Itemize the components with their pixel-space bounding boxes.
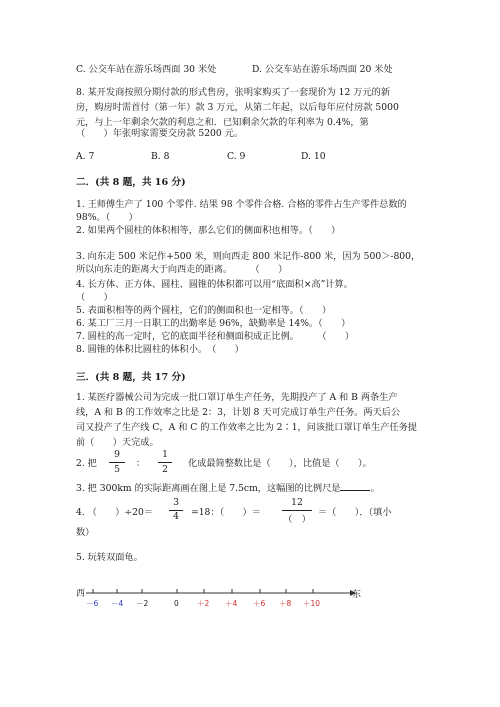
s3-q1-line3: 司又投产了生产线 C，A 和 C 的工作效率之比为 2∶1，问该批口罩订单生产任务提 [76, 422, 417, 433]
tick-label-pos4: ＋4 [225, 599, 238, 608]
s3-q4-part-b: =18：（ ）＝ [191, 507, 261, 518]
q8-line2: 房，购房时需首付（第一年）款 3 万元，从第二年起，以后每年应付房款 5000 [76, 102, 399, 113]
section2-title: 二．(共 8 题，共 16 分) [76, 177, 186, 188]
option-c: C. 公交车站在游乐场西面 30 米处 [76, 64, 217, 75]
q4-frac1-numerator: 3 [173, 497, 179, 508]
q8-line4: （ ）年张明家需要交房款 5200 元。 [76, 128, 244, 139]
s3-q1-line4: 前（ ）天完成。 [76, 437, 159, 448]
s3-q2-colon: ： [136, 458, 146, 469]
option-d: D. 公交车站在游乐场西面 20 米处 [252, 64, 393, 75]
q8-option-a: A. 7 [76, 151, 95, 162]
number-line-ticks [93, 589, 313, 593]
s2-q2: 2. 如果两个圆柱的体积相等，那么它们的侧面积也相等。（ ） [76, 225, 341, 236]
s3-q4-part-c: ＝（ ）．（填小 [318, 507, 392, 518]
s3-q3-text: 3. 把 300km 的实际距离画在图上是 7.5cm，这幅图的比例尺是 [76, 483, 341, 494]
s3-q1-line1: 1. 某医疗器械公司为完成一批口罩订单生产任务，先期投产了 A 和 B 两条生产 [76, 392, 398, 403]
q8-line3: 元，与上一年剩余欠款的利息之和．已知剩余欠款的年利率为 0.4%，第 [76, 117, 369, 128]
s2-q4-line2: （ ） [76, 292, 113, 303]
west-label: 西 [76, 589, 86, 599]
q2-frac1-denominator: 5 [114, 464, 120, 475]
s3-q2-suffix: 化成最简整数比是（ ），比值是（ ）。 [188, 458, 372, 469]
q8-line1: 8. 某开发商按照分期付款的形式售房，张明家购买了一套现价为 12 万元的新 [76, 87, 391, 98]
s2-q5: 5. 表面积相等的两个圆柱，它们的侧面积也一定相等。（ ） [76, 305, 332, 316]
q4-frac2-denominator: （ ） [283, 514, 311, 525]
s2-q1-line2: 98%。（ ） [76, 212, 138, 223]
s3-q1-line2: 线，A 和 B 的工作效率之比是 2：3，计划 8 天可完成订单生产任务。两天后公 [76, 407, 401, 418]
east-label: 东 [352, 590, 362, 600]
section3-title: 三．(共 8 题，共 17 分) [76, 372, 186, 383]
tick-label-pos2: ＋2 [197, 599, 210, 608]
s2-q6: 6. 某工厂三月一日职工的出勤率是 96%，缺勤率是 14%。（ ） [76, 318, 351, 329]
q4-frac2-numerator: 12 [291, 497, 303, 508]
tick-label-zero: 0 [174, 599, 179, 608]
q8-option-c: C. 9 [227, 151, 246, 162]
q2-frac2-denominator: 2 [162, 464, 168, 475]
tick-label-pos8: ＋8 [279, 599, 292, 608]
q4-frac1-denominator: 4 [173, 511, 179, 522]
s2-q3-line1: 3. 向东走 500 米记作+500 米，则向西走 800 米记作-800 米，因为 500＞-800， [76, 251, 421, 262]
s2-q7: 7. 圆柱的高一定时，它的底面半径和侧面积成正比例。 （ ） [76, 331, 355, 342]
q8-option-b: B. 8 [151, 151, 170, 162]
s3-q4-part-a: 4. （ ）÷20＝ [76, 507, 154, 518]
tick-label-neg4: －4 [111, 599, 124, 608]
s2-q8: 8. 圆锥的体积比圆柱的体积小。 （ ） [76, 344, 244, 355]
s3-q2-prefix: 2. 把 [76, 458, 97, 469]
tick-label-neg6: －6 [86, 599, 99, 608]
tick-label-pos10: ＋10 [303, 599, 321, 608]
s2-q1-line1: 1. 王师傅生产了 100 个零件. 结果 98 个零件合格. 合格的零件占生产零件总数的 [76, 199, 407, 210]
s3-q3-end: 。 [370, 483, 380, 494]
s3-q4-line2: 数） [76, 527, 95, 538]
q8-option-d: D. 10 [301, 151, 326, 162]
s2-q4-line1: 4. 长方体、正方体、圆柱、圆锥的体积都可以用“底面积×高”计算。 [76, 279, 353, 290]
s2-q3-line2: 所以向东走的距离大于向西走的距离。 （ ） [76, 264, 288, 275]
s3-q5: 5. 玩转双面龟。 [76, 552, 143, 563]
tick-label-neg2: －2 [136, 599, 149, 608]
q2-frac2-numerator: 1 [162, 449, 168, 460]
q2-frac1-numerator: 9 [114, 449, 120, 460]
tick-label-pos6: ＋6 [253, 599, 266, 608]
